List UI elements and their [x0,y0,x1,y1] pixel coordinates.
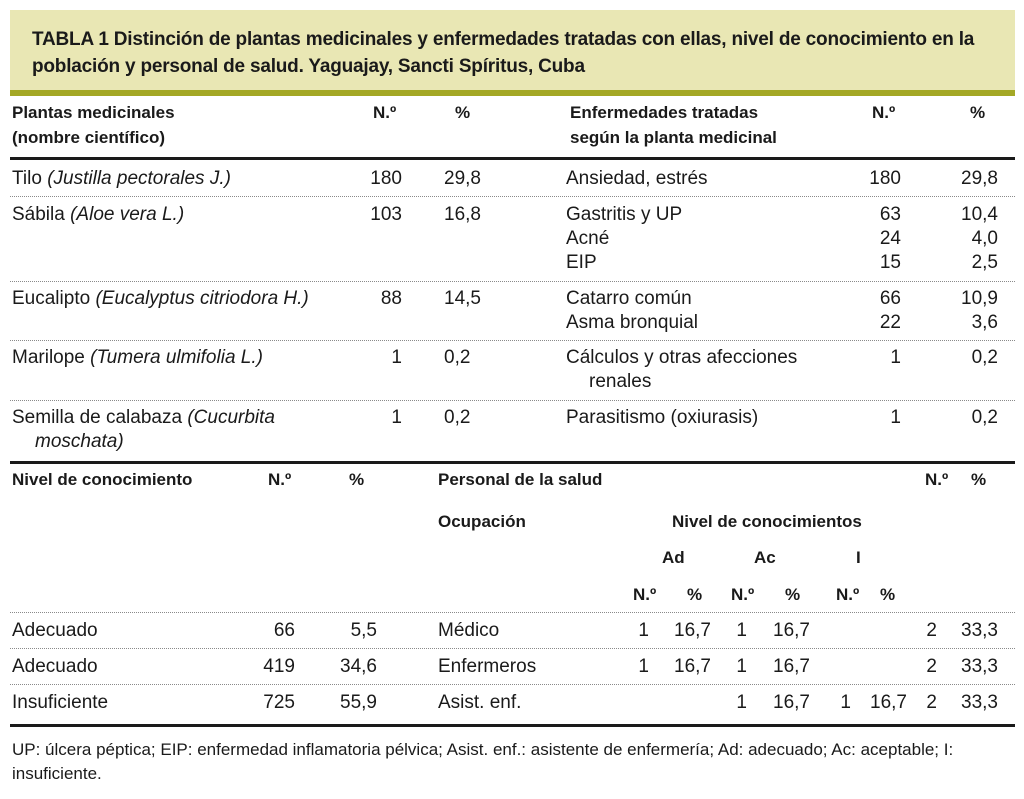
table-title: TABLA 1 Distinción de plantas medicinales y enfermedades tratadas con ellas, nivel de conocimiento en la población y personal de salud. Yaguajay, Sancti Spíritus, Cuba [32,29,975,77]
header-ad-pct: % [687,585,703,604]
staff-pct: 33,3 [961,620,998,641]
staff-n: 2 [926,620,937,641]
header-nivel-n: N.º [268,470,292,489]
knowledge-pct: 34,6 [340,656,377,677]
staff-ac-pct: 16,7 [773,620,810,641]
header-personal-pct: % [971,470,987,489]
staff-ad-n: 1 [638,620,649,641]
plant-row [12,203,184,227]
header-plantas-line2: (nombre científico) [12,128,166,147]
disease-n: 1 [890,407,901,428]
plant-pct: 29,8 [444,168,481,189]
table-footnote: UP: úlcera péptica; EIP: enfermedad inflamatoria pélvica; Asist. enf.: asistente de enfermería; Ad: adecuado; Ac: aceptable; I: insuficiente. [12,740,954,783]
row-divider [10,400,1015,401]
disease-name: Cálculos y otras afecciones [566,347,798,368]
staff-ad-pct: 16,7 [674,656,711,677]
disease-n: 180 [869,168,901,189]
header-personal-n: N.º [925,470,949,489]
staff-ac-n: 1 [736,620,747,641]
staff-occupation: Asist. enf. [438,692,522,713]
staff-i-pct: 16,7 [870,692,907,713]
header-i-pct: % [880,585,896,604]
disease-name: Parasitismo (oxiurasis) [566,407,759,428]
plant-pct: 0,2 [444,407,471,428]
staff-pct: 33,3 [961,656,998,677]
plant-scientific: (Justilla pectorales J.) [47,168,231,189]
plant-common: Semilla de calabaza [12,407,183,428]
plant-n: 1 [391,407,402,428]
row-divider [10,281,1015,282]
rule-section-divider [10,461,1015,464]
staff-n: 2 [926,692,937,713]
header-ad: Ad [662,548,685,567]
disease-name: Gastritis y UP [566,204,683,225]
disease-pct: 3,6 [971,312,998,333]
staff-n: 2 [926,656,937,677]
plant-n: 180 [370,168,402,189]
disease-name: Catarro común [566,288,692,309]
plant-row [12,287,309,311]
header-personal: Personal de la salud [438,470,603,489]
plant-scientific: (Eucalyptus citriodora H.) [95,288,309,309]
disease-name: EIP [566,252,597,273]
header-i: I [856,548,861,567]
disease-pct: 29,8 [961,168,998,189]
rule-table-bottom [10,724,1015,727]
knowledge-level: Insuficiente [12,692,109,713]
plant-pct: 16,8 [444,204,481,225]
header-ac: Ac [754,548,776,567]
plant-scientific: (Aloe vera L.) [70,204,185,225]
disease-name-cont: renales [589,371,652,392]
disease-pct: 0,2 [971,347,998,368]
staff-occupation: Enfermeros [438,656,537,677]
staff-i-n: 1 [840,692,851,713]
disease-pct: 10,4 [961,204,998,225]
header-enf-line1: Enfermedades tratadas [570,103,759,122]
row-divider [10,612,1015,613]
knowledge-pct: 55,9 [340,692,377,713]
plant-scientific: (Tumera ulmifolia L.) [90,347,263,368]
header-ad-n: N.º [633,585,657,604]
staff-occupation: Médico [438,620,500,641]
plant-common: Sábila [12,204,65,225]
row-divider [10,684,1015,685]
disease-pct: 10,9 [961,288,998,309]
header-nivel-conocimientos: Nivel de conocimientos [672,512,862,531]
rule-upper-header [10,157,1015,160]
disease-n: 24 [879,228,901,249]
header-enf-line2: según la planta medicinal [570,128,777,147]
header-nivel-pct: % [349,470,365,489]
header-plantas-pct: % [455,103,471,122]
staff-ac-n: 1 [736,656,747,677]
header-plantas-line1: Plantas medicinales [12,103,175,122]
header-i-n: N.º [836,585,860,604]
row-divider [10,196,1015,197]
header-enf-pct: % [970,103,986,122]
disease-name: Acné [566,228,610,249]
staff-ad-pct: 16,7 [674,620,711,641]
header-ac-pct: % [785,585,801,604]
plant-common: Tilo [12,168,42,189]
disease-name: Ansiedad, estrés [566,168,708,189]
disease-pct: 2,5 [971,252,998,273]
plant-scientific: (Cucurbita [187,407,275,428]
staff-ac-pct: 16,7 [773,656,810,677]
staff-pct: 33,3 [961,692,998,713]
plant-row [12,346,263,370]
header-ac-n: N.º [731,585,755,604]
plant-pct: 0,2 [444,347,471,368]
plant-row [12,406,275,430]
knowledge-level: Adecuado [12,620,98,641]
knowledge-pct: 5,5 [350,620,377,641]
disease-pct: 4,0 [971,228,998,249]
staff-ac-pct: 16,7 [773,692,810,713]
plant-n: 103 [370,204,402,225]
plant-common: Eucalipto [12,288,91,309]
disease-n: 22 [879,312,901,333]
disease-pct: 0,2 [971,407,998,428]
plant-pct: 14,5 [444,288,481,309]
knowledge-level: Adecuado [12,656,98,677]
staff-ac-n: 1 [736,692,747,713]
row-divider [10,648,1015,649]
header-nivel: Nivel de conocimiento [12,470,193,489]
knowledge-n: 725 [263,692,295,713]
header-plantas-n: N.º [373,103,397,122]
header-ocupacion: Ocupación [438,512,526,531]
staff-ad-n: 1 [638,656,649,677]
plant-common: Marilope [12,347,85,368]
plant-n: 88 [380,288,402,309]
plant-n: 1 [391,347,402,368]
plant-scientific-cont: moschata) [35,431,124,452]
header-enf-n: N.º [872,103,896,122]
knowledge-n: 66 [273,620,295,641]
disease-n: 1 [890,347,901,368]
disease-n: 66 [879,288,901,309]
disease-name: Asma bronquial [566,312,699,333]
row-divider [10,340,1015,341]
plant-row [12,167,231,191]
disease-n: 63 [879,204,901,225]
disease-n: 15 [879,252,901,273]
table-title-band [10,10,1015,96]
knowledge-n: 419 [263,656,295,677]
